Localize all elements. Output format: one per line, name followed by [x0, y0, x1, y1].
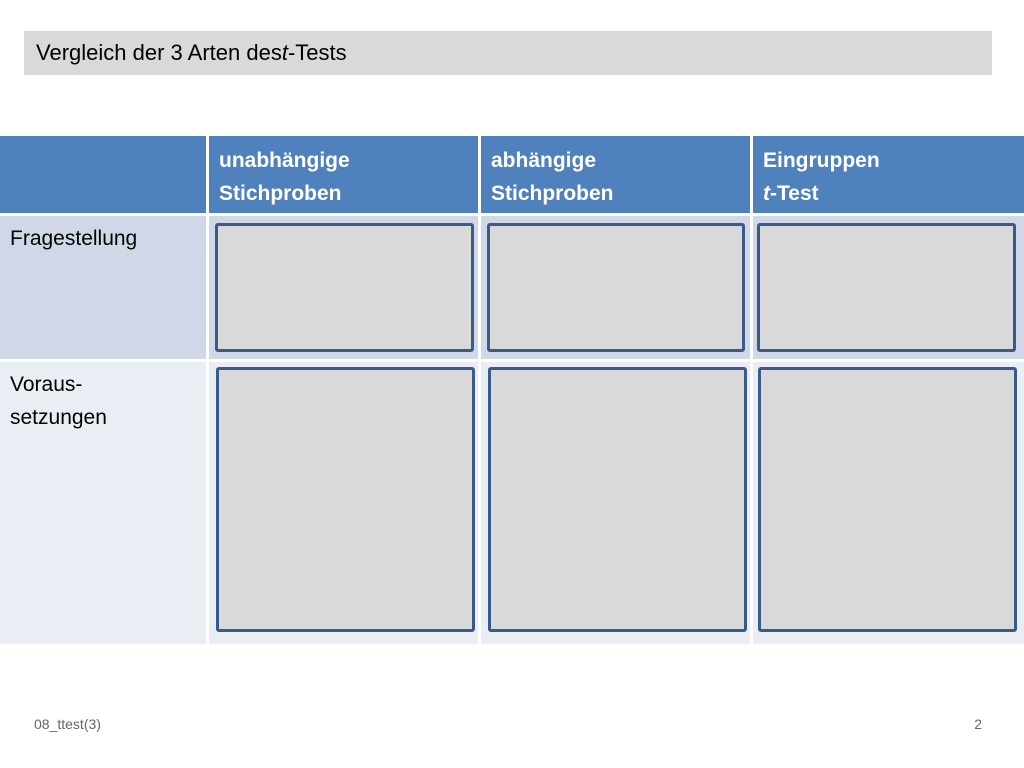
header-eingruppen — [753, 136, 1024, 213]
header-eingruppen-line2 — [763, 177, 1014, 210]
header-eingruppen-suffix: -Test — [770, 182, 819, 205]
cover-box-voraussetzungen-unabhaengige[interactable] — [216, 367, 475, 632]
title-italic: t — [281, 40, 288, 65]
footer-filename: 08_ttest(3) — [34, 716, 101, 732]
header-abhaengige — [481, 136, 750, 213]
title-suffix: -Tests — [287, 40, 347, 65]
slide-number: 2 — [974, 716, 982, 732]
header-unabhaengige-line2: Stichproben — [219, 182, 342, 205]
row-label-voraussetzungen — [0, 362, 206, 644]
cover-box-voraussetzungen-abhaengige[interactable] — [488, 367, 747, 632]
row-label-voraussetzungen-line2: setzungen — [10, 406, 107, 429]
title-prefix: Vergleich der 3 Arten des — [36, 40, 282, 65]
cover-box-voraussetzungen-eingruppen[interactable] — [758, 367, 1017, 632]
header-empty-cell — [0, 136, 206, 213]
header-unabhaengige-line1: unabhängige — [219, 149, 350, 172]
row-label-voraussetzungen-line1: Voraus- — [10, 373, 83, 396]
row-label-fragestellung-text: Fragestellung — [10, 227, 138, 250]
header-abhaengige-line2: Stichproben — [491, 182, 614, 205]
slide-title — [24, 31, 992, 75]
header-unabhaengige — [209, 136, 478, 213]
header-eingruppen-italic-t: t — [763, 182, 770, 205]
header-eingruppen-line1: Eingruppen — [763, 149, 880, 172]
cover-box-fragestellung-eingruppen[interactable] — [757, 223, 1016, 352]
header-abhaengige-line1: abhängige — [491, 149, 597, 172]
cover-box-fragestellung-abhaengige[interactable] — [487, 223, 745, 352]
row-label-fragestellung — [0, 216, 206, 359]
cover-box-fragestellung-unabhaengige[interactable] — [215, 223, 474, 352]
